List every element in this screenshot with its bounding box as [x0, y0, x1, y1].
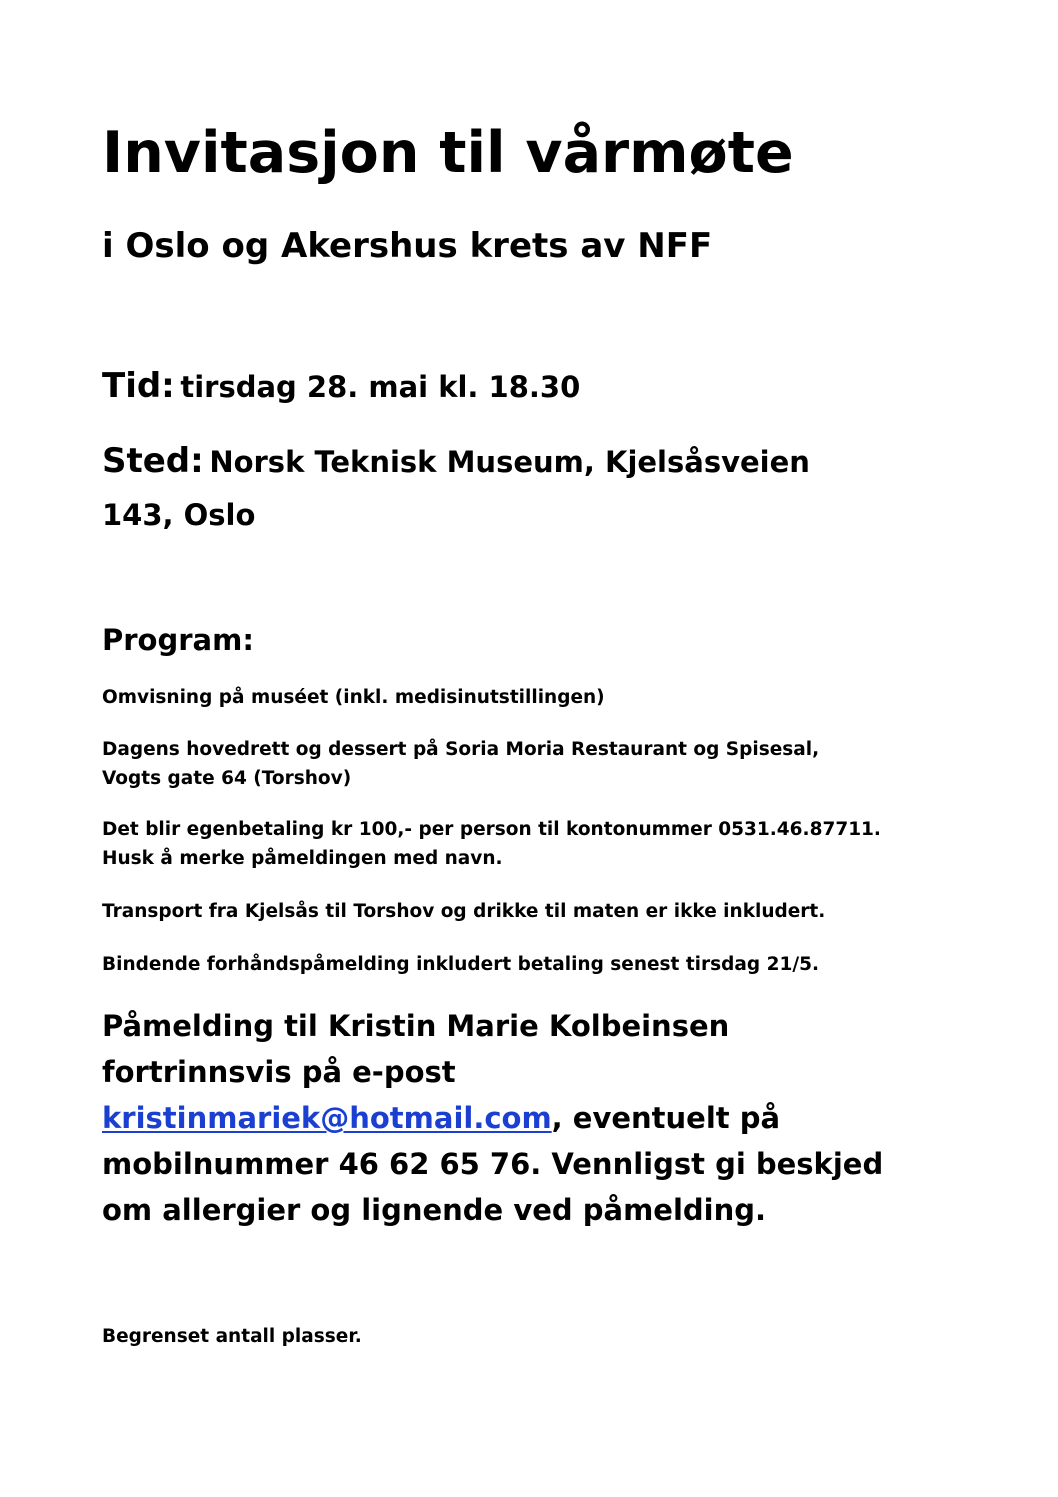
- time-value: tirsdag 28. mai kl. 18.30: [180, 370, 581, 404]
- signup-line5: om allergier og lignende ved påmelding.: [102, 1193, 767, 1227]
- email-link[interactable]: kristinmariek@hotmail.com: [102, 1101, 552, 1135]
- footer-note: Begrenset antall plasser.: [102, 1326, 362, 1347]
- program-item-payment-line2: Husk å merke påmeldingen med navn.: [102, 848, 503, 869]
- program-heading: Program:: [102, 623, 254, 657]
- signup-line1: Påmelding til Kristin Marie Kolbeinsen: [102, 1009, 730, 1043]
- page-subtitle: i Oslo og Akershus krets av NFF: [102, 226, 713, 266]
- program-item-transport: Transport fra Kjelsås til Torshov og drikke til maten er ikke inkludert.: [102, 901, 826, 922]
- place-block: [102, 437, 810, 539]
- program-item-dinner-line1: Dagens hovedrett og dessert på Soria Moria Restaurant og Spisesal,: [102, 739, 820, 760]
- place-label: Sted:: [102, 441, 204, 481]
- program-item-dinner-line2: Vogts gate 64 (Torshov): [102, 768, 352, 789]
- program-item-payment: [102, 815, 881, 873]
- time-label: Tid:: [102, 366, 175, 406]
- program-item-binding-signup: Bindende forhåndspåmelding inkludert betaling senest tirsdag 21/5.: [102, 954, 819, 975]
- signup-line2: fortrinnsvis på e-post: [102, 1055, 456, 1089]
- time-line: [102, 364, 580, 414]
- signup-line3-rest: , eventuelt på: [551, 1101, 781, 1135]
- program-item-payment-line1: Det blir egenbetaling kr 100,- per person til kontonummer 0531.46.87711.: [102, 819, 881, 840]
- signup-line3: [102, 1095, 883, 1141]
- place-value-line1: Norsk Teknisk Museum, Kjelsåsveien: [209, 445, 810, 479]
- program-item-dinner: [102, 735, 819, 793]
- place-value-line2: 143, Oslo: [102, 498, 256, 532]
- signup-line4: mobilnummer 46 62 65 76. Vennligst gi beskjed: [102, 1147, 884, 1181]
- page-title: Invitasjon til vårmøte: [102, 120, 794, 186]
- signup-block: [102, 1003, 883, 1233]
- program-item-tour: Omvisning på muséet (inkl. medisinutstillingen): [102, 687, 605, 708]
